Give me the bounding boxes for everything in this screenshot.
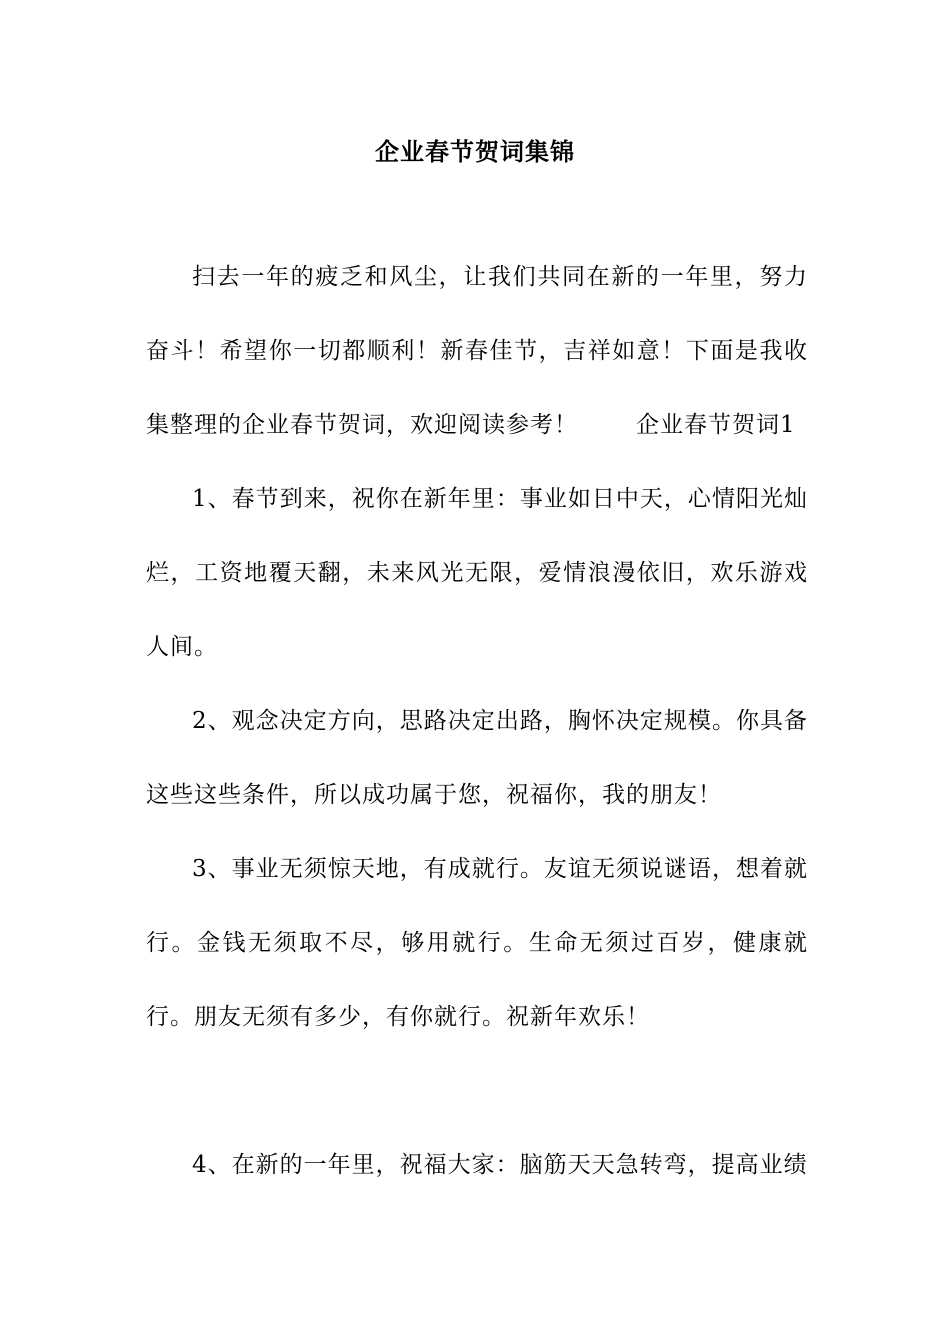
- greeting-item-4: [146, 1128, 808, 1202]
- intro-text: 扫去一年的疲乏和风尘，让我们共同在新的一年里，努力奋斗！希望你一切都顺利！新春佳节，吉祥如意！下面是我收集整理的企业春节贺词，欢迎阅读参考！: [146, 264, 808, 438]
- intro-block: [146, 240, 808, 462]
- section-heading: 企业春节贺词1: [636, 412, 796, 438]
- greeting-text: 2、观念决定方向，思路决定出路，胸怀决定规模。你具备这些这些条件，所以成功属于您，祝福你，我的朋友！: [146, 708, 808, 808]
- intro-paragraph: [146, 240, 808, 462]
- document-title: 企业春节贺词集锦: [375, 137, 575, 166]
- greeting-item-1: [146, 462, 808, 684]
- greeting-text: 1、春节到来，祝你在新年里：事业如日中天，心情阳光灿烂，工资地覆天翻，未来风光无限，爱情浪漫依旧，欢乐游戏人间。: [146, 486, 808, 660]
- greeting-item-3: [146, 832, 808, 1054]
- greeting-text: 4、在新的一年里，祝福大家：脑筋天天急转弯，提高业绩: [192, 1152, 808, 1178]
- greeting-text: 3、事业无须惊天地，有成就行。友谊无须说谜语，想着就行。金钱无须取不尽，够用就行。生命无须过百岁，健康就行。朋友无须有多少，有你就行。祝新年欢乐！: [146, 856, 808, 1030]
- greeting-item-2: [146, 684, 808, 832]
